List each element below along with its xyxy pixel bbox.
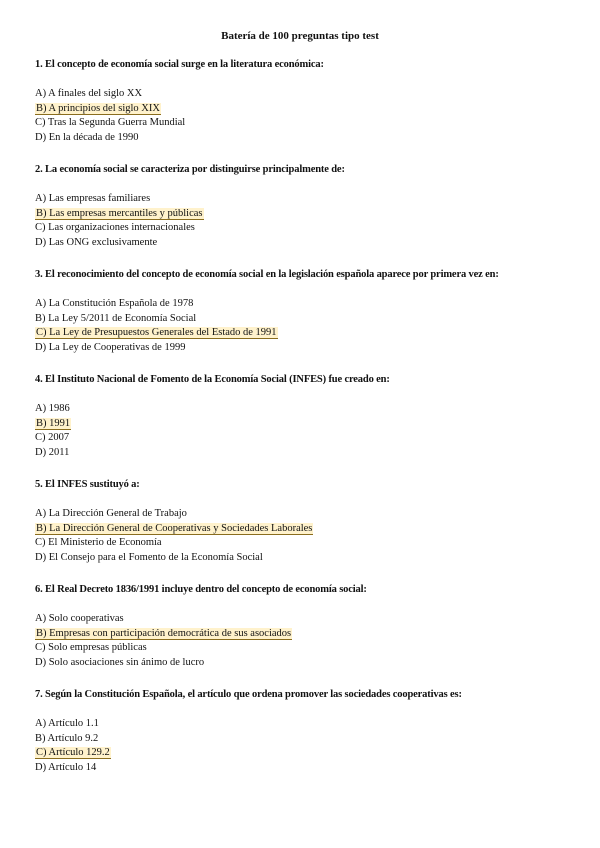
answer-option bbox=[35, 536, 580, 551]
answer-option-text: B) La Ley 5/2011 de Economía Social bbox=[35, 312, 197, 324]
answer-option-correct bbox=[35, 326, 580, 341]
answer-option-text: A) La Dirección General de Trabajo bbox=[35, 508, 187, 519]
answer-option bbox=[35, 131, 580, 146]
answer-option-text: A) Las empresas familiares bbox=[35, 193, 151, 204]
answer-option-text: C) La Ley de Presupuestos Generales del Estado de 1991 bbox=[36, 327, 277, 338]
answer-option-text: B) Empresas con participación democrática de sus asociados bbox=[36, 627, 292, 639]
answer-option-text: B) La Dirección General de Cooperativas y Sociedades Laborales bbox=[36, 522, 313, 534]
document-title: Batería de 100 preguntas tipo test bbox=[221, 30, 379, 42]
answer-option bbox=[35, 87, 580, 102]
answer-option-text: B) 1991 bbox=[36, 417, 71, 429]
answer-option-text: B) A principios del siglo XIX bbox=[36, 102, 160, 114]
answer-option bbox=[35, 656, 580, 671]
answer-option-text: C) Tras la Segunda Guerra Mundial bbox=[35, 117, 186, 128]
answer-option-text: C) El Ministerio de Economía bbox=[35, 537, 162, 548]
answer-option-correct bbox=[35, 746, 580, 761]
question-text: 5. El INFES sustituyó a: bbox=[35, 479, 140, 490]
answer-option-text: D) Las ONG exclusivamente bbox=[35, 236, 158, 248]
question-text: 6. El Real Decreto 1836/1991 incluye dentro del concepto de economía social: bbox=[35, 584, 367, 595]
answer-option-text: A) Artículo 1.1 bbox=[35, 718, 99, 729]
answer-option-text: C) Solo empresas públicas bbox=[35, 642, 147, 653]
answer-option bbox=[35, 221, 580, 236]
answer-option-correct bbox=[35, 627, 580, 642]
question-block bbox=[35, 268, 580, 355]
answer-option bbox=[35, 431, 580, 446]
answer-option bbox=[35, 116, 580, 131]
answer-option bbox=[35, 446, 580, 461]
answer-option-text: D) 2011 bbox=[35, 446, 70, 458]
answer-option-correct bbox=[35, 102, 580, 117]
answer-option bbox=[35, 192, 580, 207]
answer-options bbox=[35, 717, 580, 775]
answer-option-text: A) 1986 bbox=[35, 403, 70, 414]
answer-options bbox=[35, 192, 580, 250]
answer-option bbox=[35, 507, 580, 522]
question-block bbox=[35, 688, 580, 775]
answer-option bbox=[35, 341, 580, 356]
answer-option-text: C) Artículo 129.2 bbox=[36, 747, 110, 758]
question-text: 1. El concepto de economía social surge en la literatura económica: bbox=[35, 59, 324, 70]
answer-option bbox=[35, 551, 580, 566]
question-block bbox=[35, 373, 580, 460]
answer-options bbox=[35, 402, 580, 460]
answer-option-correct bbox=[35, 417, 580, 432]
answer-option bbox=[35, 641, 580, 656]
question-block bbox=[35, 583, 580, 670]
answer-option-text: D) Artículo 14 bbox=[35, 761, 97, 773]
answer-option bbox=[35, 236, 580, 251]
answer-option-text: C) Las organizaciones internacionales bbox=[35, 222, 195, 233]
question-text: 3. El reconocimiento del concepto de economía social en la legislación española aparece por primera vez en: bbox=[35, 269, 499, 280]
answer-option bbox=[35, 312, 580, 327]
answer-option bbox=[35, 717, 580, 732]
answer-options bbox=[35, 297, 580, 355]
question-text: 4. El Instituto Nacional de Fomento de la Economía Social (INFES) fue creado en: bbox=[35, 374, 390, 385]
answer-option-text: B) Artículo 9.2 bbox=[35, 732, 99, 744]
answer-option-text: D) El Consejo para el Fomento de la Economía Social bbox=[35, 551, 263, 563]
answer-option-text: D) La Ley de Cooperativas de 1999 bbox=[35, 341, 186, 353]
answer-option-correct bbox=[35, 522, 580, 537]
answer-option bbox=[35, 761, 580, 776]
answer-option bbox=[35, 612, 580, 627]
question-block bbox=[35, 58, 580, 145]
answer-option bbox=[35, 402, 580, 417]
answer-options bbox=[35, 87, 580, 145]
answer-option bbox=[35, 297, 580, 312]
question-list bbox=[35, 58, 580, 793]
answer-option-text: D) En la década de 1990 bbox=[35, 131, 139, 143]
answer-option-text: C) 2007 bbox=[35, 432, 70, 443]
answer-options bbox=[35, 612, 580, 670]
answer-options bbox=[35, 507, 580, 565]
answer-option-text: A) A finales del siglo XX bbox=[35, 88, 143, 99]
answer-option-text: B) Las empresas mercantiles y públicas bbox=[36, 207, 203, 219]
answer-option-text: A) La Constitución Española de 1978 bbox=[35, 298, 194, 309]
question-block bbox=[35, 163, 580, 250]
question-text: 2. La economía social se caracteriza por distinguirse principalmente de: bbox=[35, 164, 345, 175]
answer-option bbox=[35, 732, 580, 747]
answer-option-correct bbox=[35, 207, 580, 222]
answer-option-text: A) Solo cooperativas bbox=[35, 613, 124, 624]
question-text: 7. Según la Constitución Española, el artículo que ordena promover las sociedades cooperativas es: bbox=[35, 689, 462, 700]
question-block bbox=[35, 478, 580, 565]
answer-option-text: D) Solo asociaciones sin ánimo de lucro bbox=[35, 656, 205, 668]
